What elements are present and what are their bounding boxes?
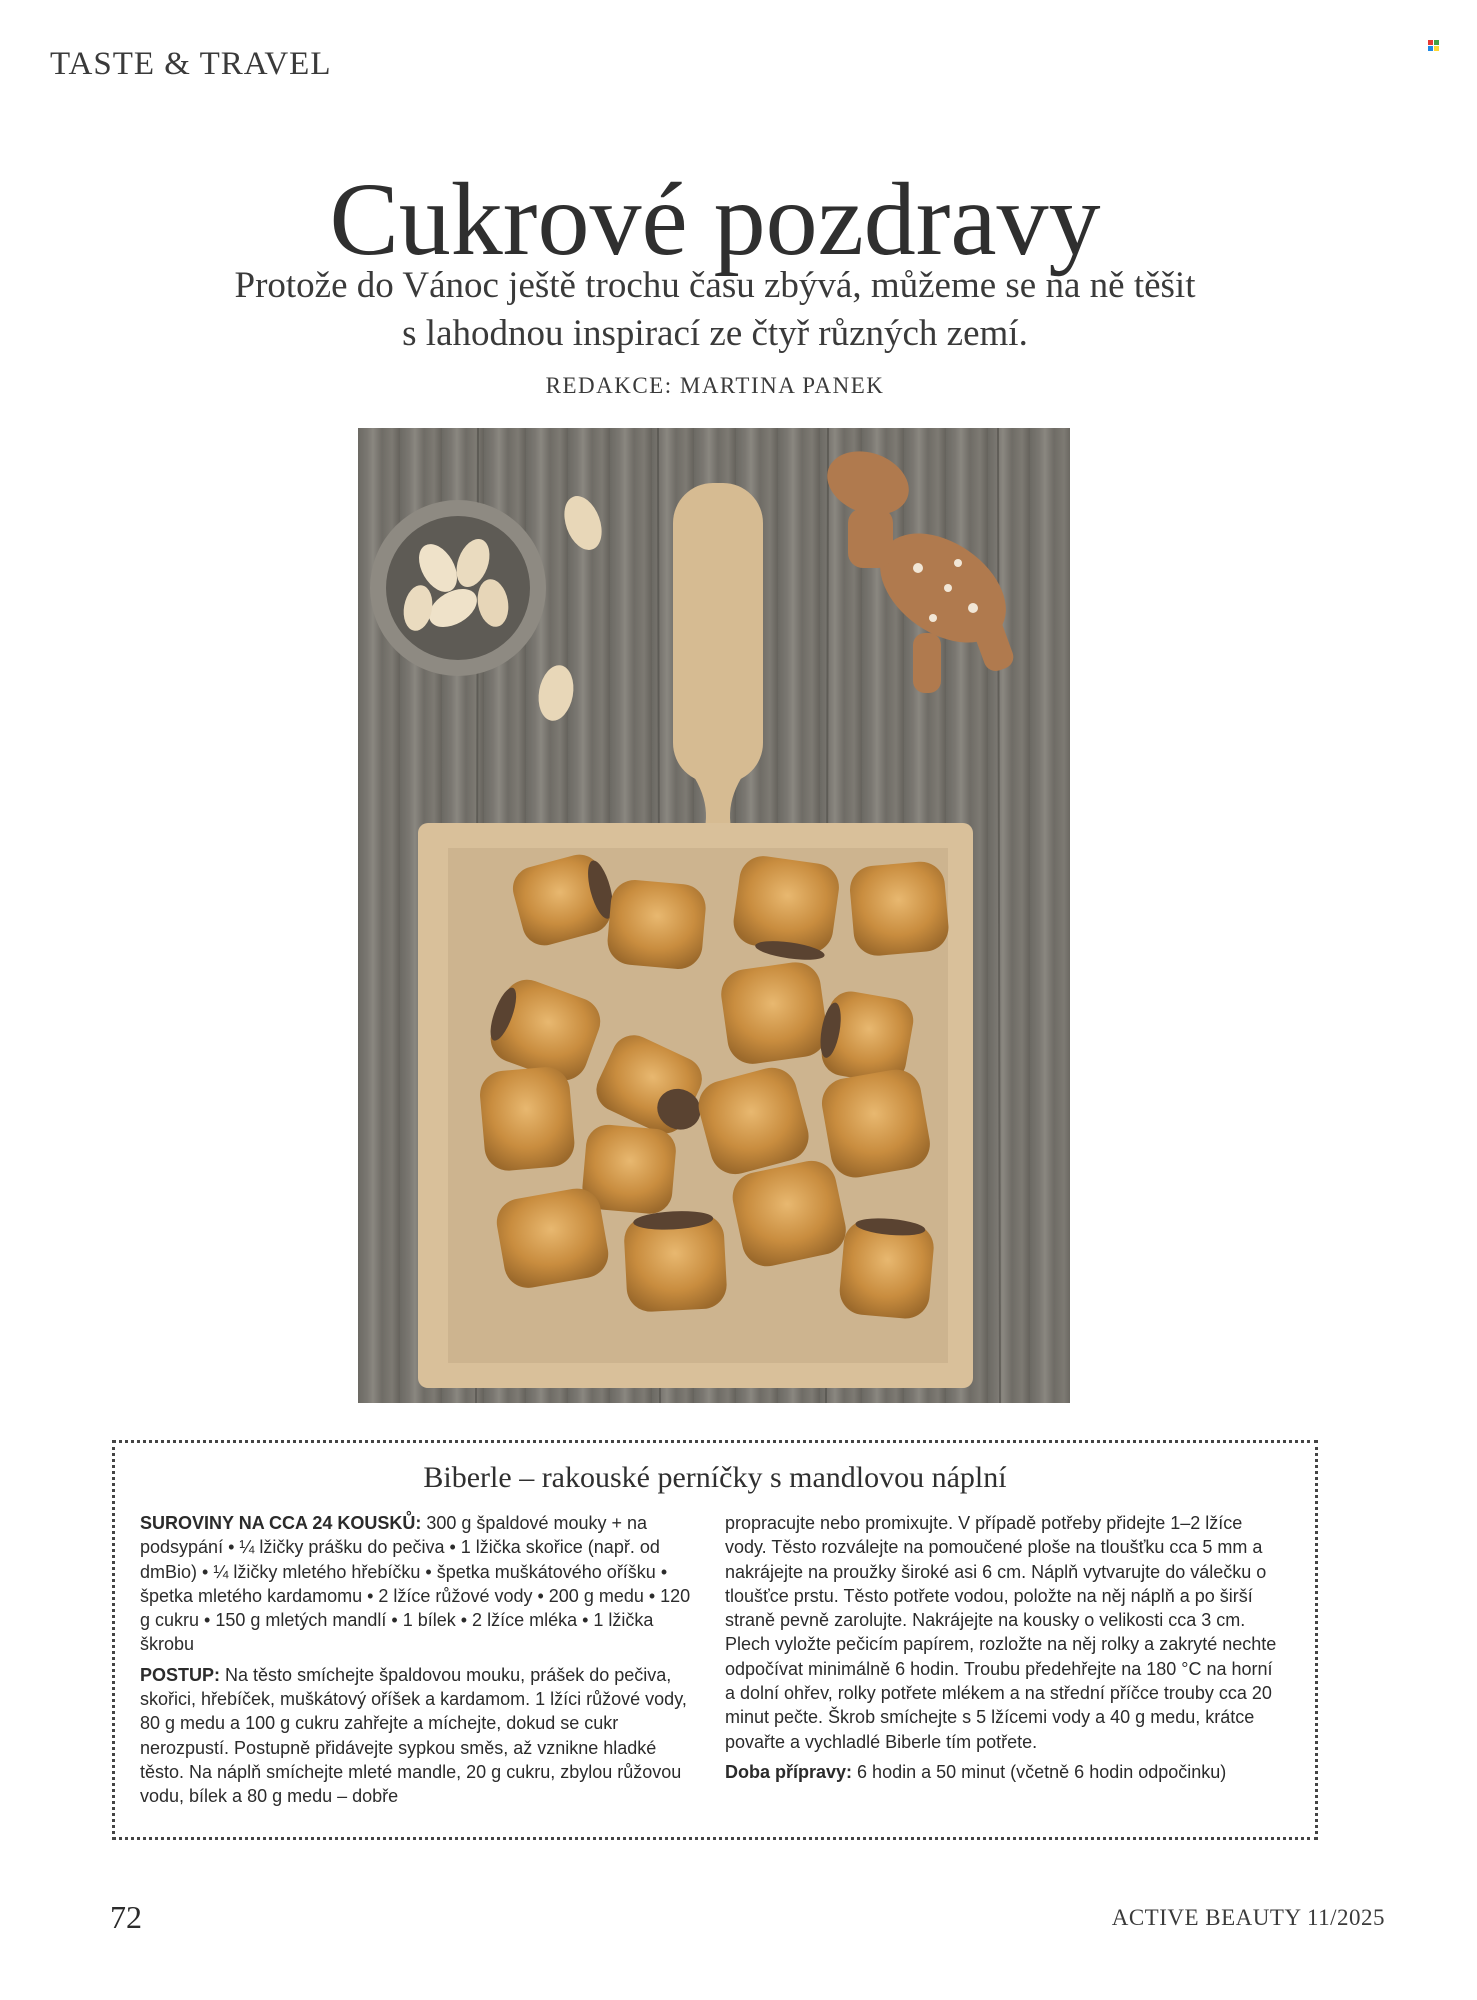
ingredients-label: SUROVINY NA CCA 24 KOUSKŮ: xyxy=(140,1513,422,1533)
method-text: Na těsto smíchejte špaldovou mouku, prášek do pečiva, skořici, hřebíček, muškátový oříšek a kardamom. 1 lžíci růžové vody, 80 g medu a 100 g cukru zahřejte a míchejte, dokud se cukr nerozpustí. Postupně přidávejte sypkou směs, až vznikne hladké těsto. Na náplň smíchejte mleté mandle, 20 g cukru, zbylou růžovou vodu, bílek a 80 g medu – dobře xyxy=(140,1664,687,1807)
method-paragraph xyxy=(140,1663,700,1809)
magazine-issue: ACTIVE BEAUTY 11/2025 xyxy=(1111,1905,1385,1930)
recipe-title: Biberle – rakouské perníčky s mandlovou náplní xyxy=(423,1461,1007,1494)
article-title: Cukrové pozdravy xyxy=(329,162,1101,277)
gingerbread-deer xyxy=(818,440,1026,693)
ingredients-text: 300 g špaldové mouky + na podsypání • ¼ lžičky prášku do pečiva • 1 lžička skořice (např. od dmBio) • ¼ lžičky mletého hřebíčku • špetka muškátového oříšku • špetka mletého kardamomu • 2 lžíce růžové vody • 200 g medu • 120 g cukru • 150 g mletých mandlí • 1 bílek • 2 lžíce mléka • 1 lžička škrobu xyxy=(140,1513,691,1655)
almond xyxy=(534,662,577,723)
lead-line-2: s lahodnou inspirací ze čtyř různých zemí. xyxy=(402,313,1028,354)
prep-time-text: 6 hodin a 50 minut (včetně 6 hodin odpočinku) xyxy=(857,1761,1227,1782)
recipe-photo xyxy=(358,428,1070,1403)
recipe-box xyxy=(112,1440,1318,1840)
recipe-photo-illustration xyxy=(358,428,1070,1403)
almond-bowl xyxy=(370,500,546,676)
prep-time-label: Doba přípravy: xyxy=(725,1761,853,1782)
recipe-column-left xyxy=(140,1511,700,1809)
method-continued: propracujte nebo promixujte. V případě potřeby přidejte 1–2 lžíce vody. Těsto rozválejte na pomoučené ploše na tloušťku cca 5 mm a nakrájejte na proužky široké asi 6 cm. Náplň vytvarujte do válečku o tloušťce prstu. Těsto potřete vodou, položte na něj náplň a po širší straně pevně zarolujte. Nakrájejte na kousky o velikosti cca 3 cm. Plech vyložte pečicím papírem, rozložte na něj rolky a zakryté nechte odpočívat minimálně 6 hodin. Troubu předehřejte na 180 °C na horní a dolní ohřev, rolky potřete mlékem a na střední příčce trouby cca 20 minut pečte. Škrob smíchejte s 5 lžícemi vody a 40 g medu, krátce povařte a vychladlé Biberle tím potřete. xyxy=(725,1513,1277,1752)
method-label: POSTUP: xyxy=(140,1664,221,1685)
prep-time-paragraph xyxy=(725,1760,1285,1784)
ingredients-paragraph xyxy=(140,1511,700,1657)
page-number: 72 xyxy=(110,1899,142,1935)
recipe-column-right xyxy=(725,1511,1285,1784)
article-lead xyxy=(0,262,1430,358)
almond xyxy=(557,491,608,555)
section-label: TASTE & TRAVEL xyxy=(50,46,332,82)
byline: REDAKCE: MARTINA PANEK xyxy=(545,373,885,398)
lead-line-1: Protože do Vánoc ještě trochu času zbývá, můžeme se na ně těšit xyxy=(234,265,1196,306)
corner-mark-icon xyxy=(1428,40,1440,52)
